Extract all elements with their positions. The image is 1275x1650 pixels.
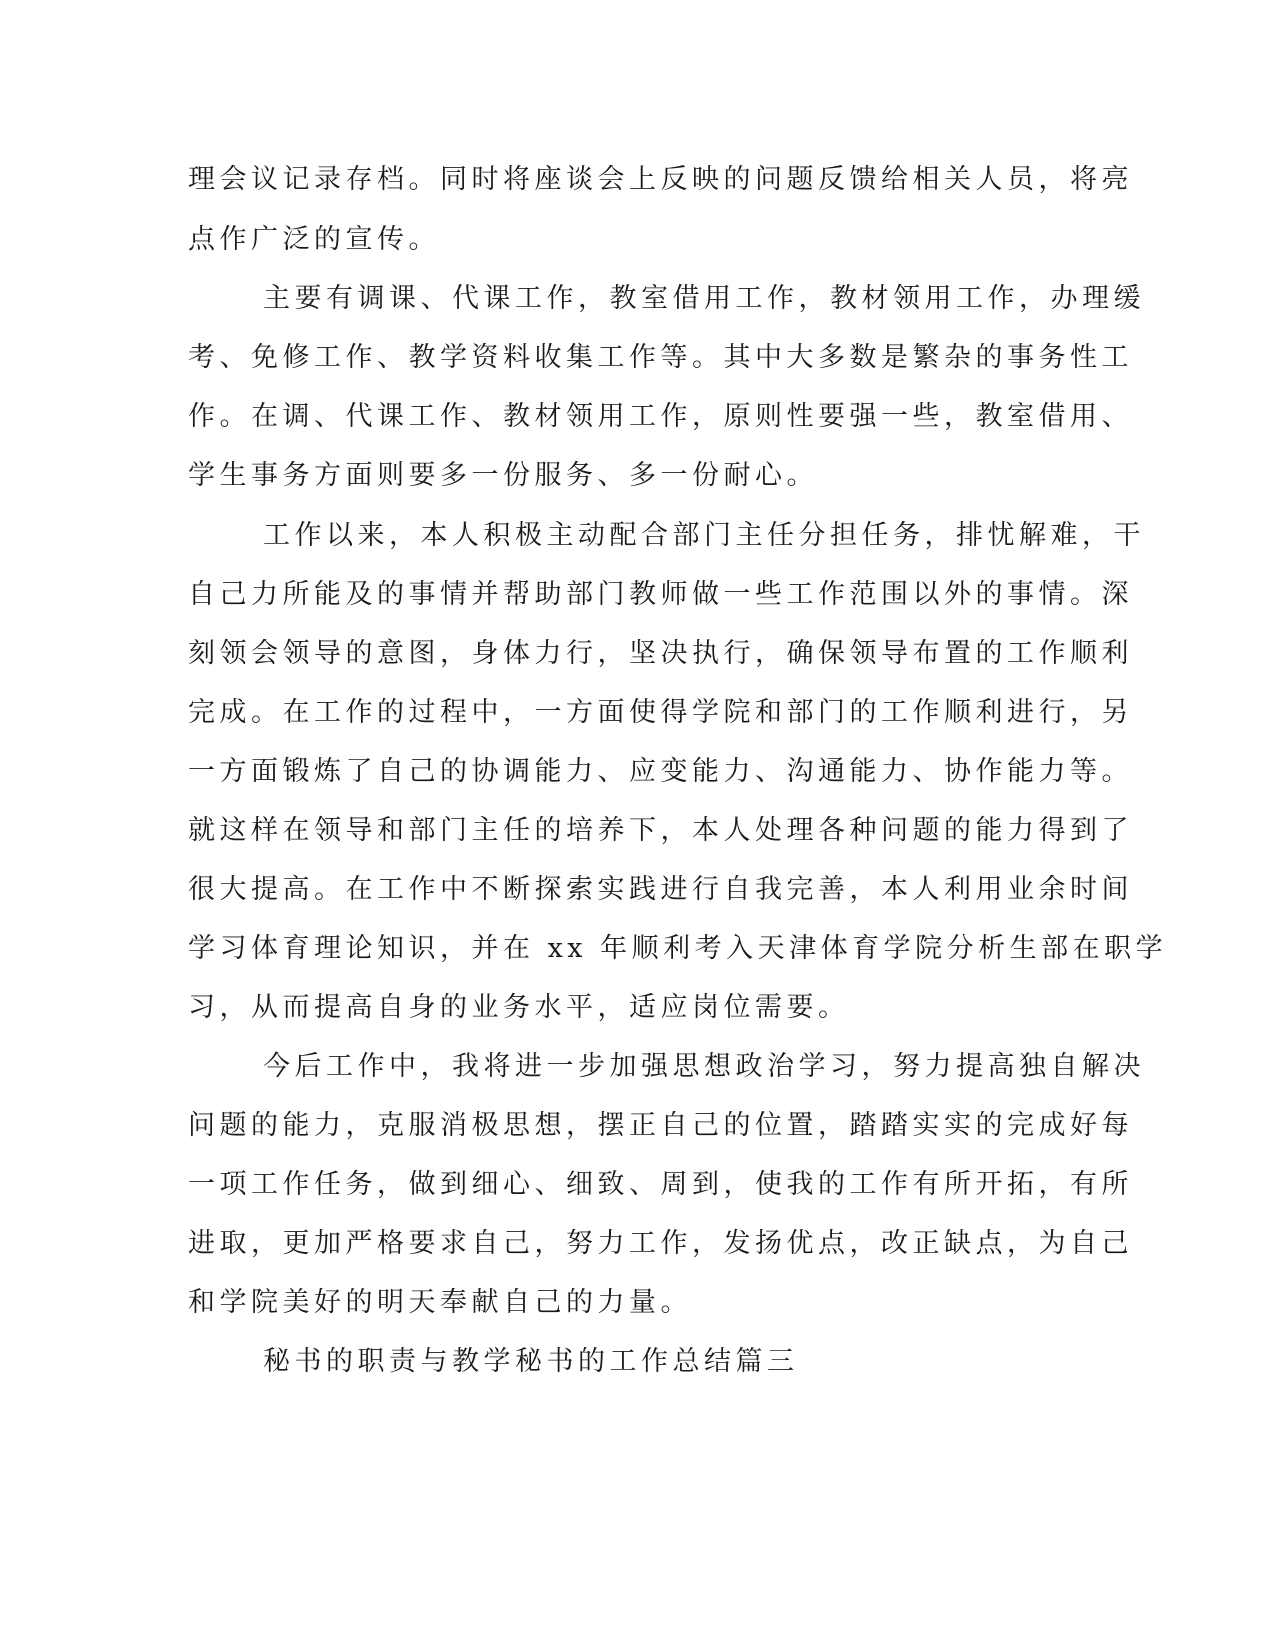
text-line: 刻领会领导的意图，身体力行，坚决执行，确保领导布置的工作顺利 [188,638,1133,669]
text-line: 自己力所能及的事情并帮助部门教师做一些工作范围以外的事情。深 [188,579,1133,610]
paragraph-start-line: 今后工作中，我将进一步加强思想政治学习，努力提高独自解决 [263,1051,1145,1082]
text-line: 就这样在领导和部门主任的培养下，本人处理各种问题的能力得到了 [188,815,1133,846]
text-line: 习，从而提高自身的业务水平，适应岗位需要。 [188,992,850,1023]
paragraph-start-line: 主要有调课、代课工作，教室借用工作，教材领用工作，办理缓 [263,283,1145,314]
text-line: 进取，更加严格要求自己，努力工作，发扬优点，改正缺点，为自己 [188,1228,1133,1259]
text-line: 点作广泛的宣传。 [188,224,440,255]
text-line: 很大提高。在工作中不断探索实践进行自我完善，本人利用业余时间 [188,874,1133,905]
text-line: 理会议记录存档。同时将座谈会上反映的问题反馈给相关人员，将亮 [188,164,1133,195]
text-line: 问题的能力，克服消极思想，摆正自己的位置，踏踏实实的完成好每 [188,1110,1133,1141]
text-line: 完成。在工作的过程中，一方面使得学院和部门的工作顺利进行，另 [188,697,1133,728]
text-line: 一方面锻炼了自己的协调能力、应变能力、沟通能力、协作能力等。 [188,756,1133,787]
text-line: 学习体育理论知识，并在 xx 年顺利考入天津体育学院分析生部在职学 [188,933,1168,964]
paragraph-start-line: 工作以来，本人积极主动配合部门主任分担任务，排忧解难，干 [263,520,1145,551]
section-heading: 秘书的职责与教学秘书的工作总结篇三 [263,1346,799,1377]
text-line: 作。在调、代课工作、教材领用工作，原则性要强一些，教室借用、 [188,401,1133,432]
text-line: 考、免修工作、教学资料收集工作等。其中大多数是繁杂的事务性工 [188,342,1133,373]
text-line: 学生事务方面则要多一份服务、多一份耐心。 [188,460,818,491]
text-line: 和学院美好的明天奉献自己的力量。 [188,1287,692,1318]
text-line: 一项工作任务，做到细心、细致、周到，使我的工作有所开拓，有所 [188,1169,1133,1200]
